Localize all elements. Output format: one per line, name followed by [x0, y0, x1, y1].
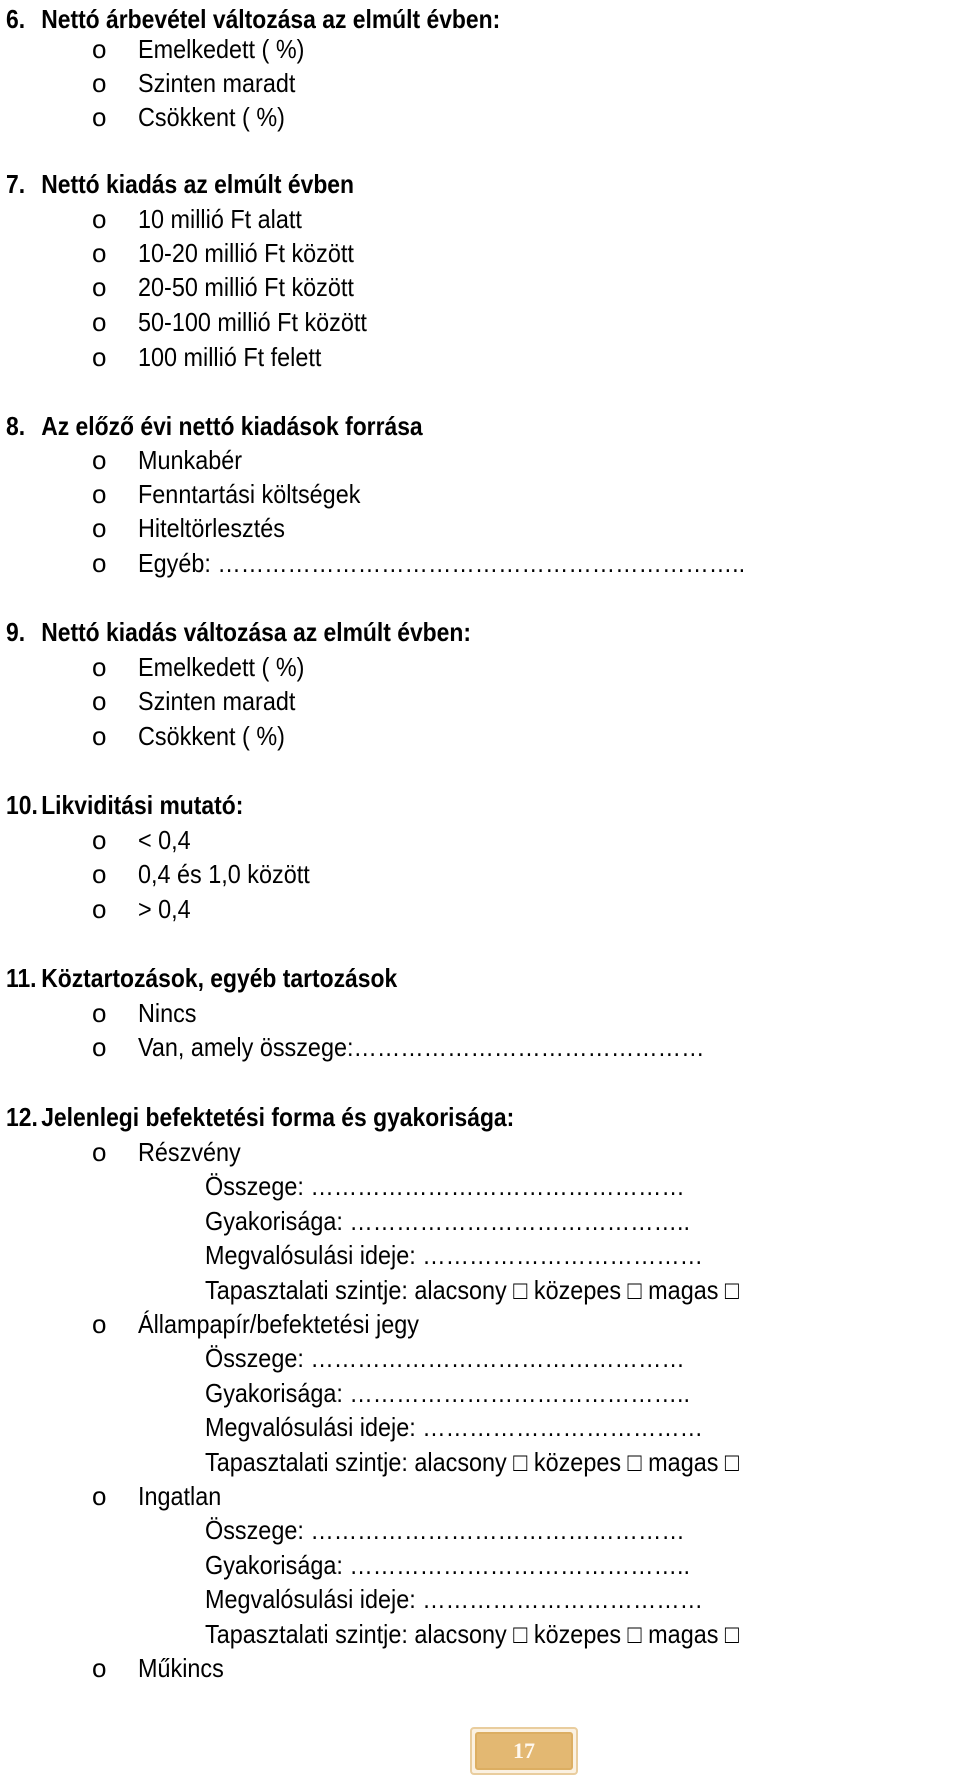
question-11-heading [6, 961, 397, 995]
q12-1-frequency: Gyakorisága: …………………………………….. [205, 1206, 690, 1236]
bullet-icon: o [92, 1032, 107, 1062]
option-label: Állampapír/befektetési jegy [138, 1309, 419, 1339]
option-label: 50-100 millió Ft között [138, 307, 367, 337]
option-label: Munkabér [138, 445, 243, 475]
q12-3-frequency: Gyakorisága: …………………………………….. [205, 1550, 690, 1580]
question-7-number: 7. [6, 169, 26, 199]
question-7-heading [6, 167, 354, 201]
bullet-icon: o [92, 1309, 107, 1339]
question-11-title: Köztartozások, egyéb tartozások [41, 963, 398, 993]
bullet-icon: o [92, 102, 107, 132]
bullet-icon: o [92, 721, 107, 751]
option-label: > 0,4 [138, 894, 191, 924]
bullet-icon: o [92, 1653, 107, 1683]
bullet-icon: o [92, 307, 107, 337]
bullet-icon: o [92, 34, 107, 64]
option-label: Egyéb: ………………………………………………………….. [138, 548, 746, 578]
bullet-icon: o [92, 272, 107, 302]
bullet-icon: o [92, 548, 107, 578]
option-label: Emelkedett ( %) [138, 652, 305, 682]
q12-2-frequency: Gyakorisága: …………………………………….. [205, 1378, 690, 1408]
bullet-icon: o [92, 204, 107, 234]
q12-3-amount: Összege: ………………………………………… [205, 1515, 685, 1545]
q12-3-realization: Megvalósulási ideje: ……………………………… [205, 1584, 704, 1614]
bullet-icon: o [92, 686, 107, 716]
question-7-title: Nettó kiadás az elmúlt évben [41, 169, 354, 199]
option-label: Szinten maradt [138, 68, 296, 98]
bullet-icon: o [92, 652, 107, 682]
question-10-number: 10. [6, 790, 38, 820]
option-label: < 0,4 [138, 825, 191, 855]
option-label: 10 millió Ft alatt [138, 204, 302, 234]
question-8-heading [6, 409, 423, 443]
bullet-icon: o [92, 479, 107, 509]
bullet-icon: o [92, 68, 107, 98]
option-label: Fenntartási költségek [138, 479, 361, 509]
bullet-icon: o [92, 859, 107, 889]
page-number: 17 [475, 1732, 573, 1770]
bullet-icon: o [92, 1481, 107, 1511]
bullet-icon: o [92, 1137, 107, 1167]
question-12-heading [6, 1100, 514, 1134]
q12-2-amount: Összege: ………………………………………… [205, 1343, 685, 1373]
option-label: Nincs [138, 998, 197, 1028]
option-label: Műkincs [138, 1653, 224, 1683]
question-9-heading [6, 615, 471, 649]
option-label: 10-20 millió Ft között [138, 238, 354, 268]
bullet-icon: o [92, 894, 107, 924]
question-10-heading [6, 788, 243, 822]
bullet-icon: o [92, 825, 107, 855]
question-9-title: Nettó kiadás változása az elmúlt évben: [41, 617, 471, 647]
q12-2-experience: Tapasztalati szintje: alacsony □ közepes □ magas □ [205, 1447, 740, 1477]
option-label: Van, amely összege:……………………………………… [138, 1032, 705, 1062]
option-label: Részvény [138, 1137, 241, 1167]
question-12-number: 12. [6, 1102, 38, 1132]
question-12-title: Jelenlegi befektetési forma és gyakorisága: [41, 1102, 515, 1132]
page-number-badge [470, 1727, 578, 1775]
question-8-number: 8. [6, 411, 26, 441]
bullet-icon: o [92, 238, 107, 268]
option-label: Hiteltörlesztés [138, 513, 285, 543]
question-6-number: 6. [6, 4, 26, 34]
question-8-title: Az előző évi nettó kiadások forrása [41, 411, 423, 441]
q12-3-experience: Tapasztalati szintje: alacsony □ közepes □ magas □ [205, 1619, 740, 1649]
option-label: Csökkent ( %) [138, 102, 285, 132]
option-label: 0,4 és 1,0 között [138, 859, 310, 889]
bullet-icon: o [92, 445, 107, 475]
question-6-heading [6, 2, 500, 36]
option-label: 20-50 millió Ft között [138, 272, 354, 302]
bullet-icon: o [92, 342, 107, 372]
option-label: 100 millió Ft felett [138, 342, 322, 372]
q12-2-realization: Megvalósulási ideje: ……………………………… [205, 1412, 704, 1442]
question-11-number: 11. [6, 963, 37, 993]
question-10-title: Likviditási mutató: [41, 790, 244, 820]
option-label: Ingatlan [138, 1481, 222, 1511]
question-9-number: 9. [6, 617, 26, 647]
option-label: Csökkent ( %) [138, 721, 285, 751]
bullet-icon: o [92, 513, 107, 543]
q12-1-experience: Tapasztalati szintje: alacsony □ közepes □ magas □ [205, 1275, 740, 1305]
q12-1-realization: Megvalósulási ideje: ……………………………… [205, 1240, 704, 1270]
question-6-title: Nettó árbevétel változása az elmúlt évben: [41, 4, 501, 34]
option-label: Szinten maradt [138, 686, 296, 716]
bullet-icon: o [92, 998, 107, 1028]
option-label: Emelkedett ( %) [138, 34, 305, 64]
q12-1-amount: Összege: ………………………………………… [205, 1171, 685, 1201]
